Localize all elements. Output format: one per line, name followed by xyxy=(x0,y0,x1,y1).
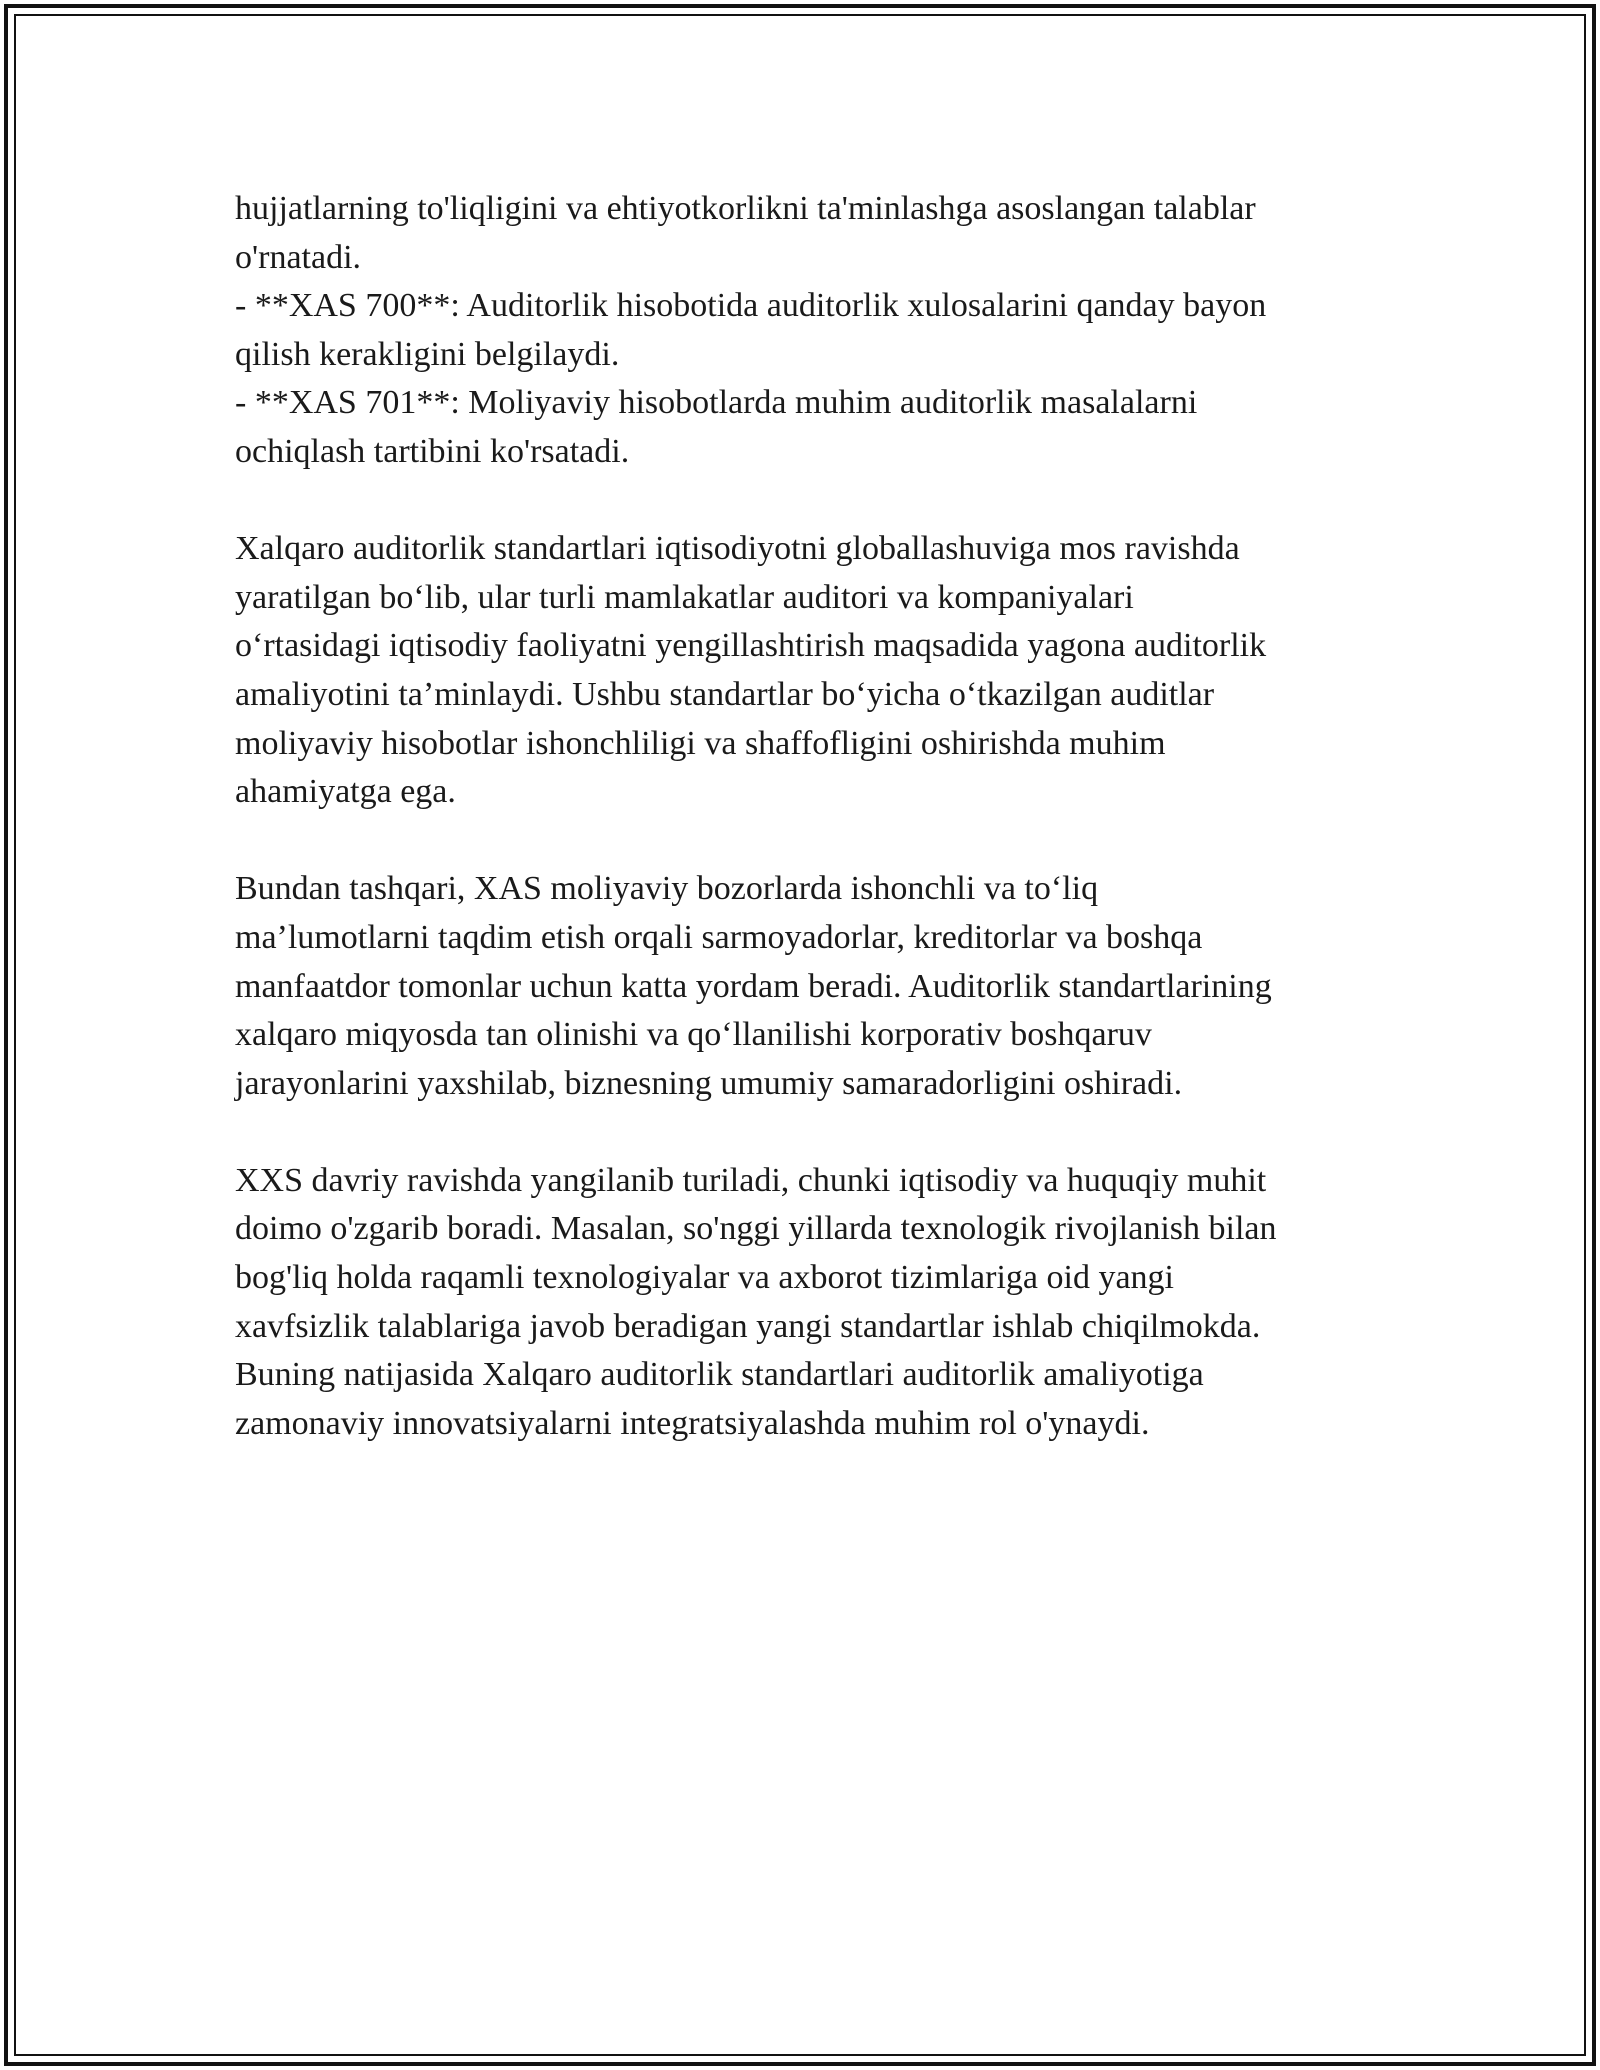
paragraph-updates xyxy=(235,1157,1375,1449)
text-line: bog'liq holda raqamli texnologiyalar va axborot tizimlariga oid yangi xyxy=(235,1259,1174,1297)
text-line: yaratilgan bo‘lib, ular turli mamlakatlar auditori va kompaniyalari xyxy=(235,578,1134,616)
text-line: Buning natijasida Xalqaro auditorlik standartlari auditorlik amaliyotiga xyxy=(235,1356,1204,1394)
text-line: doimo o'zgarib boradi. Masalan, so'nggi yillarda texnologik rivojlanish bilan xyxy=(235,1210,1277,1248)
paragraph-globalization xyxy=(235,525,1375,817)
text-line: o'rnatadi. xyxy=(235,238,362,276)
document-body xyxy=(235,185,1375,1497)
text-line: Xalqaro auditorlik standartlari iqtisodiyotni globallashuviga mos ravishda xyxy=(235,530,1240,568)
paragraph-standards-list xyxy=(235,185,1375,477)
text-line: moliyaviy hisobotlar ishonchliligi va shaffofligini oshirishda muhim xyxy=(235,724,1166,762)
text-line: xalqaro miqyosda tan olinishi va qo‘llanilishi korporativ boshqaruv xyxy=(235,1016,1152,1054)
list-item-xas-700: - **XAS 700**: Auditorlik hisobotida auditorlik xulosalarini qanday bayon xyxy=(235,287,1267,325)
text-line: amaliyotini ta’minlaydi. Ushbu standartlar bo‘yicha o‘tkazilgan auditlar xyxy=(235,675,1215,713)
text-line: hujjatlarning to'liqligini va ehtiyotkorlikni ta'minlashga asoslangan talablar xyxy=(235,190,1256,227)
text-line: ahamiyatga ega. xyxy=(235,773,456,811)
list-item-xas-701: - **XAS 701**: Moliyaviy hisobotlarda muhim auditorlik masalalarni xyxy=(235,384,1198,422)
paragraph-financial-markets xyxy=(235,865,1375,1108)
text-line: ochiqlash tartibini ko'rsatadi. xyxy=(235,432,630,470)
text-line: XXS davriy ravishda yangilanib turiladi, chunki iqtisodiy va huquqiy muhit xyxy=(235,1161,1267,1199)
text-line: qilish kerakligini belgilaydi. xyxy=(235,335,620,373)
text-line: ma’lumotlarni taqdim etish orqali sarmoyadorlar, kreditorlar va boshqa xyxy=(235,918,1203,956)
text-line: zamonaviy innovatsiyalarni integratsiyalashda muhim rol o'ynaydi. xyxy=(235,1404,1150,1442)
text-line: manfaatdor tomonlar uchun katta yordam beradi. Auditorlik standartlarining xyxy=(235,967,1272,1005)
text-line: xavfsizlik talablariga javob beradigan yangi standartlar ishlab chiqilmokda. xyxy=(235,1307,1261,1345)
text-line: Bundan tashqari, XAS moliyaviy bozorlarda ishonchli va to‘liq xyxy=(235,870,1099,908)
text-line: o‘rtasidagi iqtisodiy faoliyatni yengillashtirish maqsadida yagona auditorlik xyxy=(235,627,1267,665)
text-line: jarayonlarini yaxshilab, biznesning umumiy samaradorligini oshiradi. xyxy=(235,1064,1183,1102)
